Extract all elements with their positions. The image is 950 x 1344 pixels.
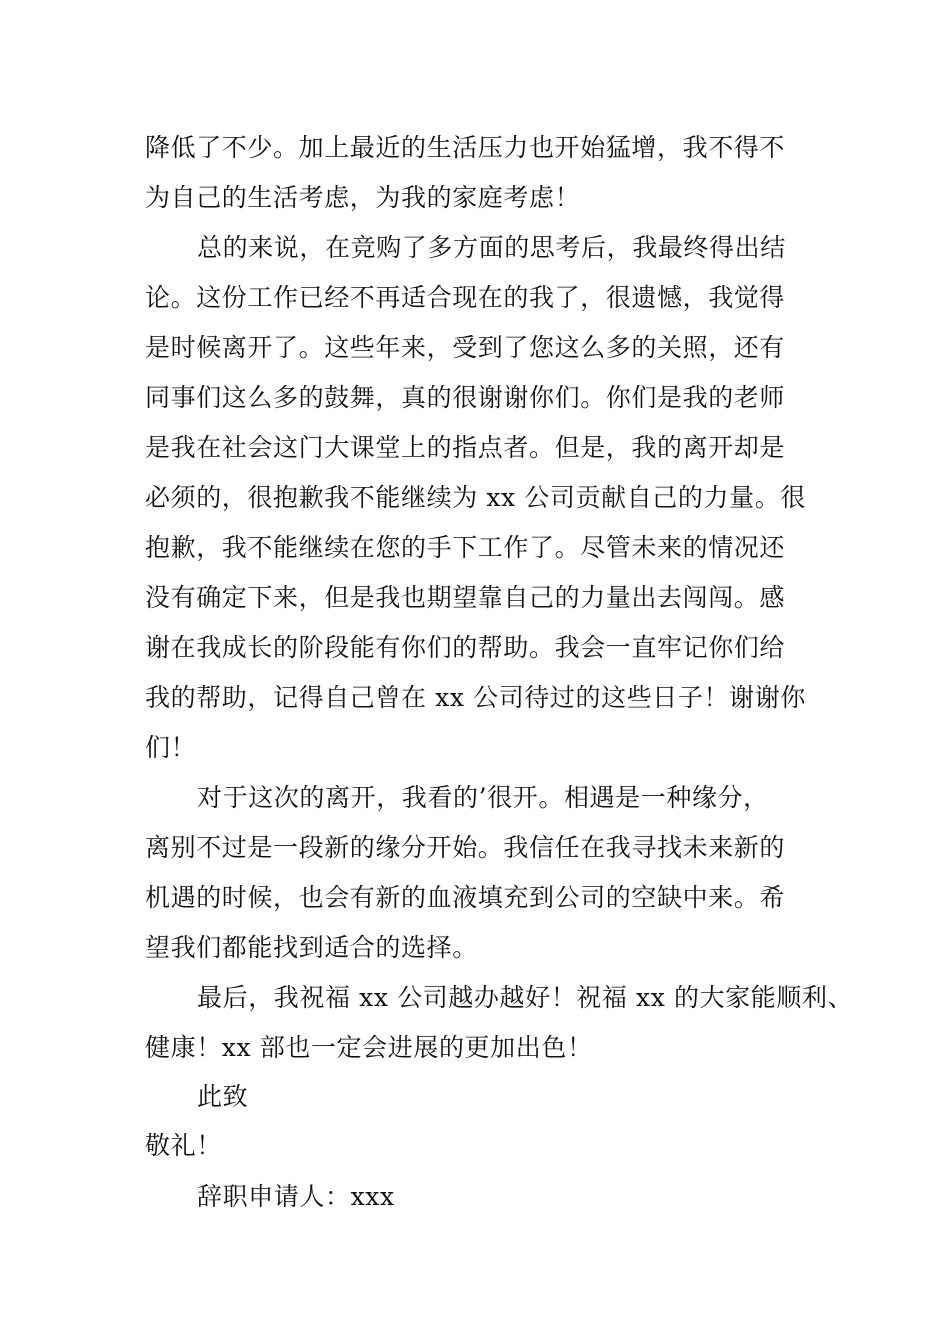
paragraph-line: 降低了不少。加上最近的生活压力也开始猛增，我不得不 <box>145 133 786 162</box>
paragraph-line: 是我在社会这门大课堂上的指点者。但是，我的离开却是 <box>145 433 786 462</box>
paragraph-line: 总的来说，在竞购了多方面的思考后，我最终得出结 <box>197 233 786 262</box>
paragraph-line: 为自己的生活考虑，为我的家庭考虑！ <box>145 183 581 212</box>
closing-regards: 敬礼！ <box>145 1131 222 1160</box>
paragraph-line: 对于这次的离开，我看的’很开。相遇是一种缘分， <box>197 783 769 812</box>
paragraph-line: 们！ <box>145 733 197 762</box>
paragraph-line: 同事们这么多的鼓舞，真的很谢谢你们。你们是我的老师 <box>145 383 786 412</box>
paragraph-line: 我的帮助，记得自己曾在 xx 公司待过的这些日子！谢谢你 <box>145 683 806 712</box>
paragraph-line: 抱歉，我不能继续在您的手下工作了。尽管未来的情况还 <box>145 533 786 562</box>
paragraph-line: 最后，我祝福 xx 公司越办越好！祝福 xx 的大家能顺利、 <box>197 983 854 1012</box>
paragraph-line: 是时候离开了。这些年来，受到了您这么多的关照，还有 <box>145 333 786 362</box>
paragraph-line: 望我们都能找到适合的选择。 <box>145 933 478 962</box>
paragraph-line: 论。这份工作已经不再适合现在的我了，很遗憾，我觉得 <box>145 283 786 312</box>
paragraph-line: 没有确定下来，但是我也期望靠自己的力量出去闯闯。感 <box>145 583 786 612</box>
paragraph-line: 离别不过是一段新的缘分开始。我信任在我寻找未来新的 <box>145 833 786 862</box>
paragraph-line: 机遇的时候，也会有新的血液填充到公司的空缺中来。希 <box>145 883 786 912</box>
paragraph-line: 健康！xx 部也一定会进展的更加出色！ <box>145 1033 593 1062</box>
paragraph-line: 必须的，很抱歉我不能继续为 xx 公司贡献自己的力量。很 <box>145 483 806 512</box>
signature-line: 辞职申请人：xxx <box>197 1182 395 1211</box>
paragraph-line: 谢在我成长的阶段能有你们的帮助。我会一直牢记你们给 <box>145 633 786 662</box>
closing-salutation: 此致 <box>197 1082 249 1111</box>
